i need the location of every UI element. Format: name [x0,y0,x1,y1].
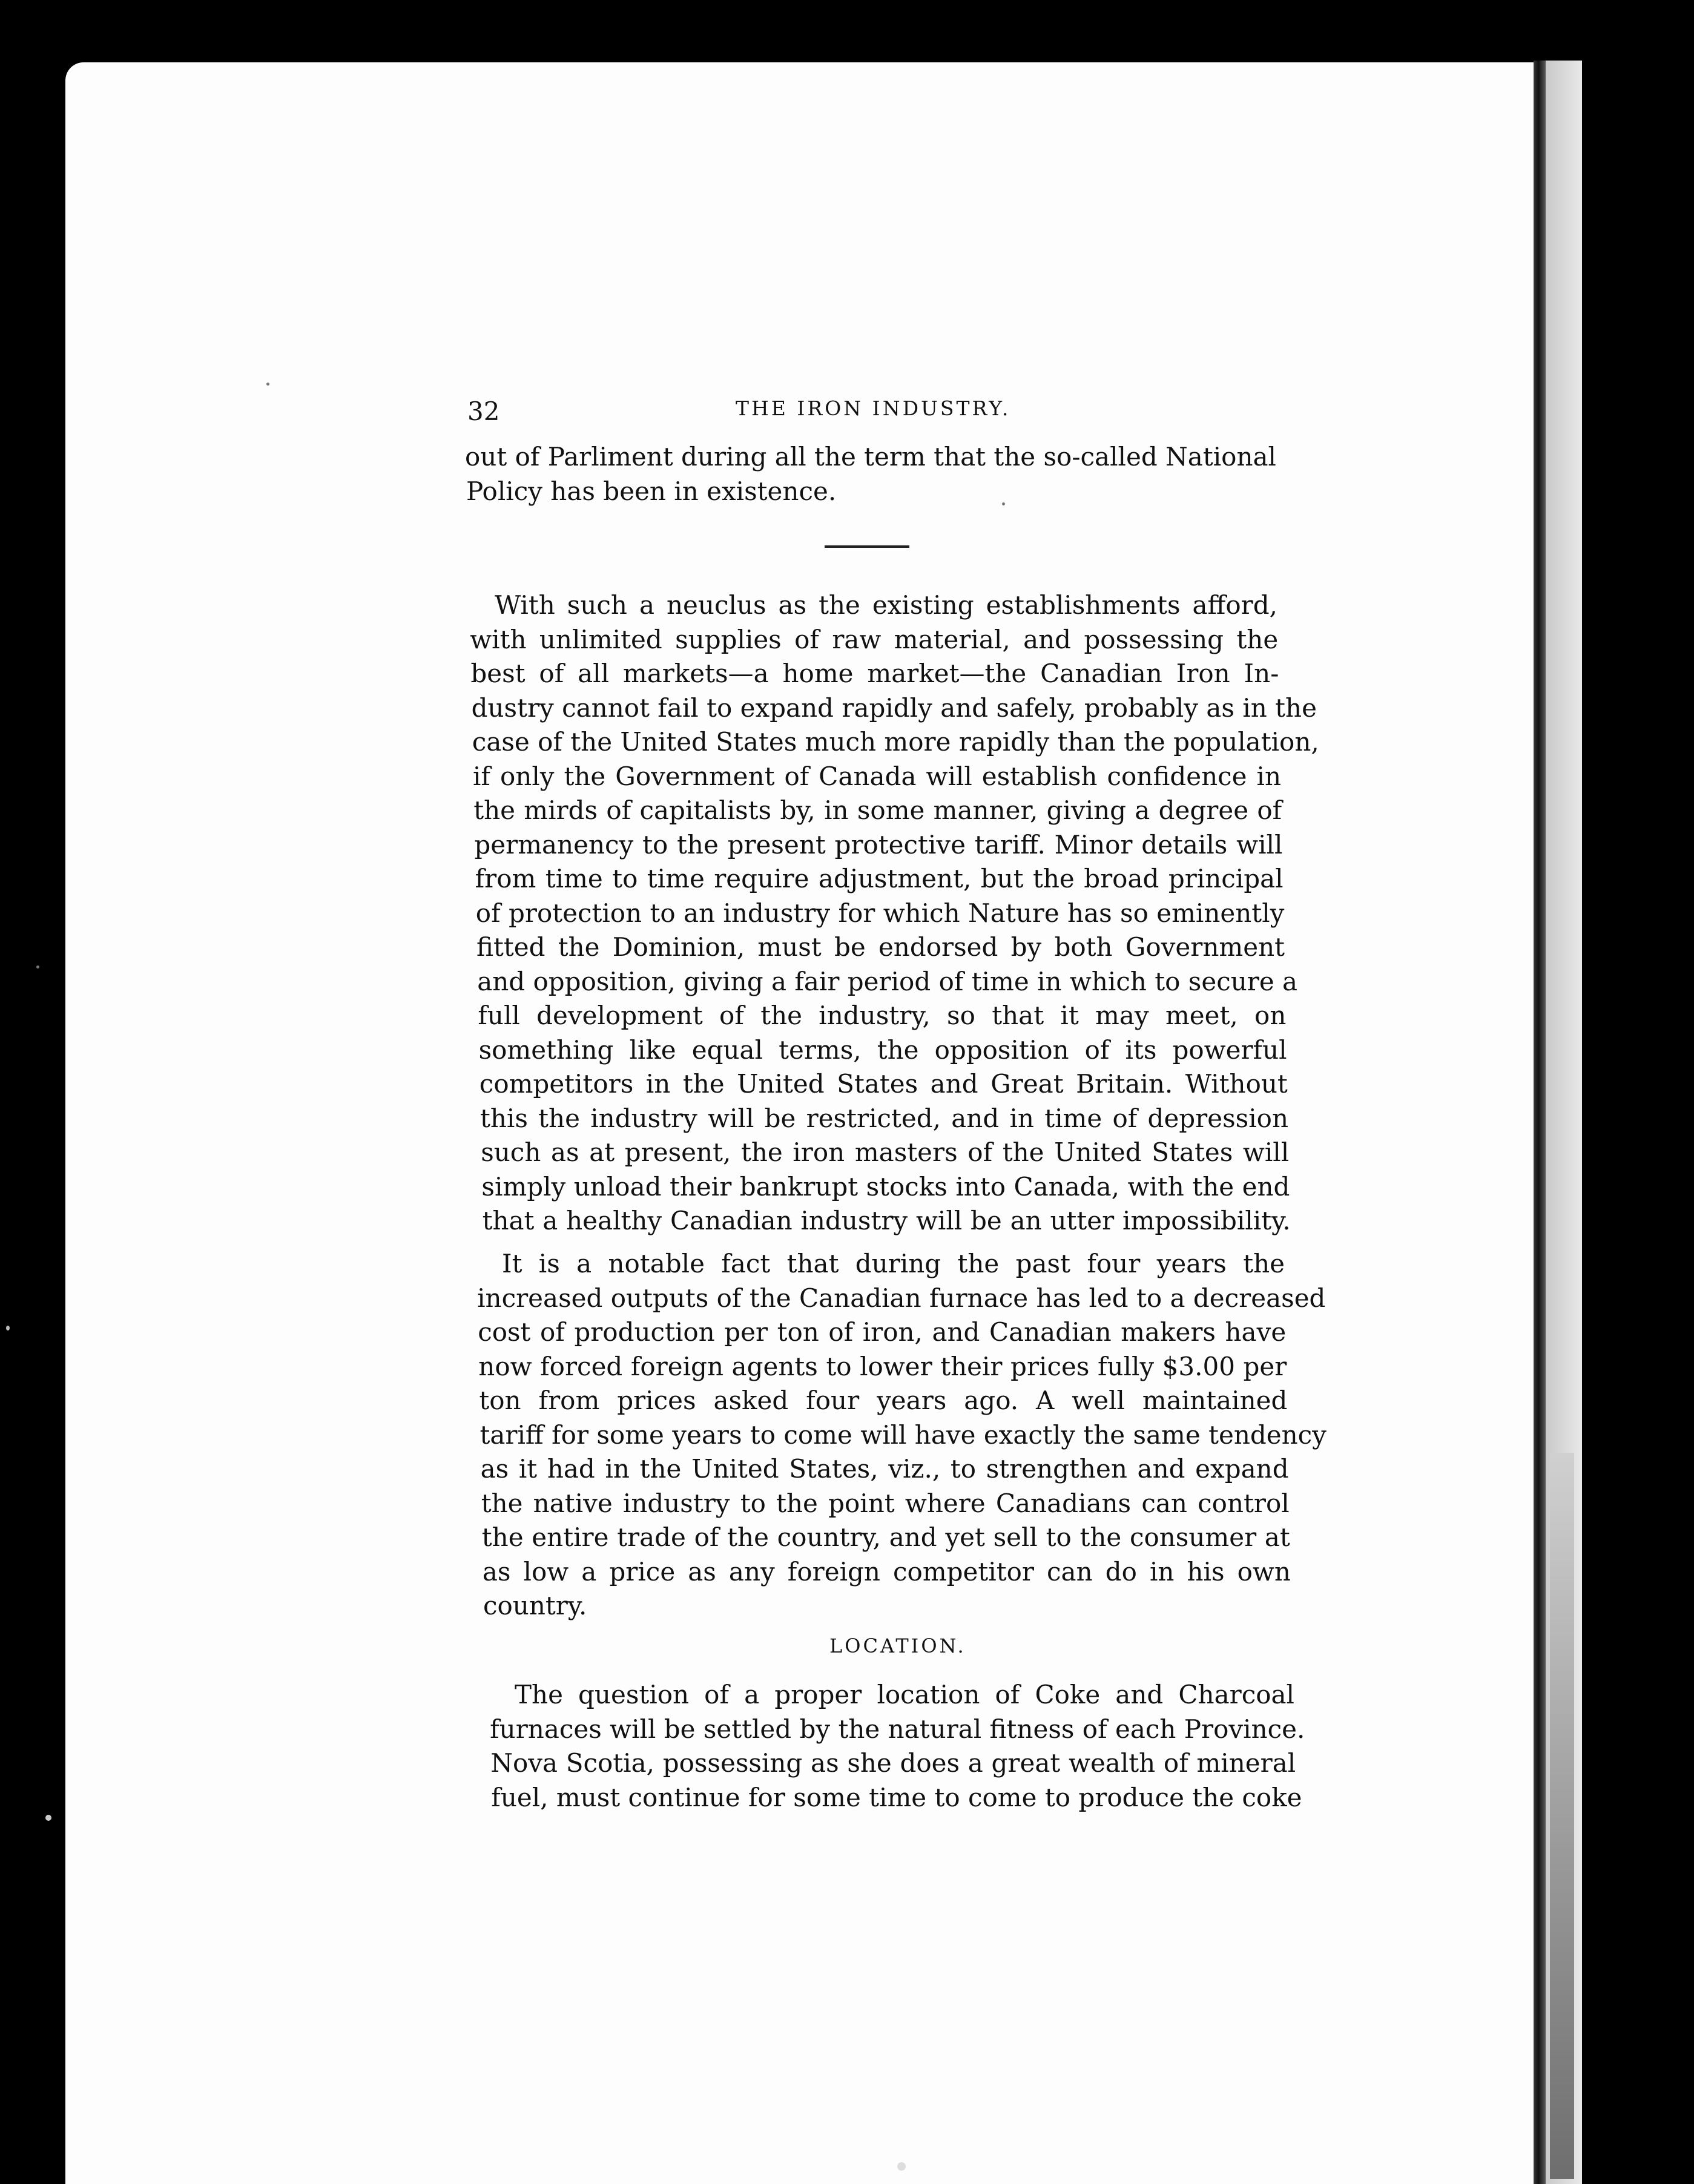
text-line: the native industry to the point where Canadians can control [481,1488,1290,1518]
text-line: tariff for some years to come will have exactly the same tendency [480,1419,1327,1450]
facing-page-shadow [1550,1453,1574,2179]
text-line: out of Parliment during all the term that the so-called National [465,442,1276,472]
page-number: 32 [467,396,500,426]
text-line: fuel, must continue for some time to come to produce the coke [491,1782,1302,1812]
text-line: country. [483,1591,587,1620]
text-line: full development of the industry, so that it may meet, on [478,1001,1287,1030]
text-line: if only the Government of Canada will establish confidence in [473,761,1281,791]
text-line: dustry cannot fail to expand rapidly and safely, probably as in the [471,692,1317,723]
text-line: It is a notable fact that during the past four years the [502,1249,1285,1278]
scan-border-right [1582,0,1694,2184]
text-line: with unlimited supplies of raw material, and possessing the [470,624,1279,654]
text-line: case of the United States much more rapidly than the population, [472,727,1319,757]
dust-speck [45,1815,51,1821]
text-line: Policy has been in existence. [466,476,837,506]
dust-speck [6,1326,10,1330]
dust-speck [897,2162,906,2171]
text-line: the mirds of capitalists by, in some manner, giving a degree of [473,795,1282,825]
text-line: cost of production per ton of iron, and Canadian makers have [478,1317,1287,1347]
text-line: simply unload their bankrupt stocks into Canada, with the end [481,1171,1290,1202]
text-line: and opposition, giving a fair period of time in which to secure a [477,966,1298,996]
text-line: The question of a proper location of Coke and Charcoal [515,1680,1294,1709]
text-line: competitors in the United States and Great Britain. Without [479,1069,1288,1099]
text-line: as low a price as any foreign competitor can do in his own [482,1556,1291,1587]
dust-speck [1002,502,1005,505]
text-line: of protection to an industry for which Nature has so eminently [475,898,1285,928]
text-line: something like equal terms, the opposition of its powerful [478,1034,1287,1065]
dust-speck [36,965,39,969]
dust-speck [266,383,269,386]
text-line: fitted the Dominion, must be endorsed by both Government [476,932,1285,962]
section-heading-location: LOCATION. [829,1634,966,1657]
text-line: best of all markets—a home market—the Canadian Iron In- [470,659,1279,688]
text-line: Nova Scotia, possessing as she does a great wealth of mineral [490,1748,1296,1778]
section-divider [825,545,909,548]
text-line: as it had in the United States, viz., to strengthen and expand [480,1454,1289,1484]
text-line: the entire trade of the country, and yet sell to the consumer at [481,1522,1290,1552]
text-line: this the industry will be restricted, and in time of depression [480,1103,1288,1133]
text-line: from time to time require adjustment, but the broad principal [475,864,1284,893]
text-line: that a healthy Canadian industry will be an utter impossibility. [482,1206,1291,1235]
text-line: furnaces will be settled by the natural fitness of each Province. [490,1714,1305,1744]
page-gutter-shadow [1534,61,1546,2184]
text-line: increased outputs of the Canadian furnace has led to a decreased [477,1283,1326,1313]
text-line: such as at present, the iron masters of the United States will [481,1137,1290,1167]
text-line: now forced foreign agents to lower their prices fully $3.00 per [478,1351,1287,1381]
text-line: permanency to the present protective tariff. Minor details will [474,829,1283,860]
text-line: With such a neuclus as the existing establishments afford, [495,590,1277,620]
text-line: ton from prices asked four years ago. A well maintained [479,1386,1288,1415]
running-title: THE IRON INDUSTRY. [736,396,1011,420]
